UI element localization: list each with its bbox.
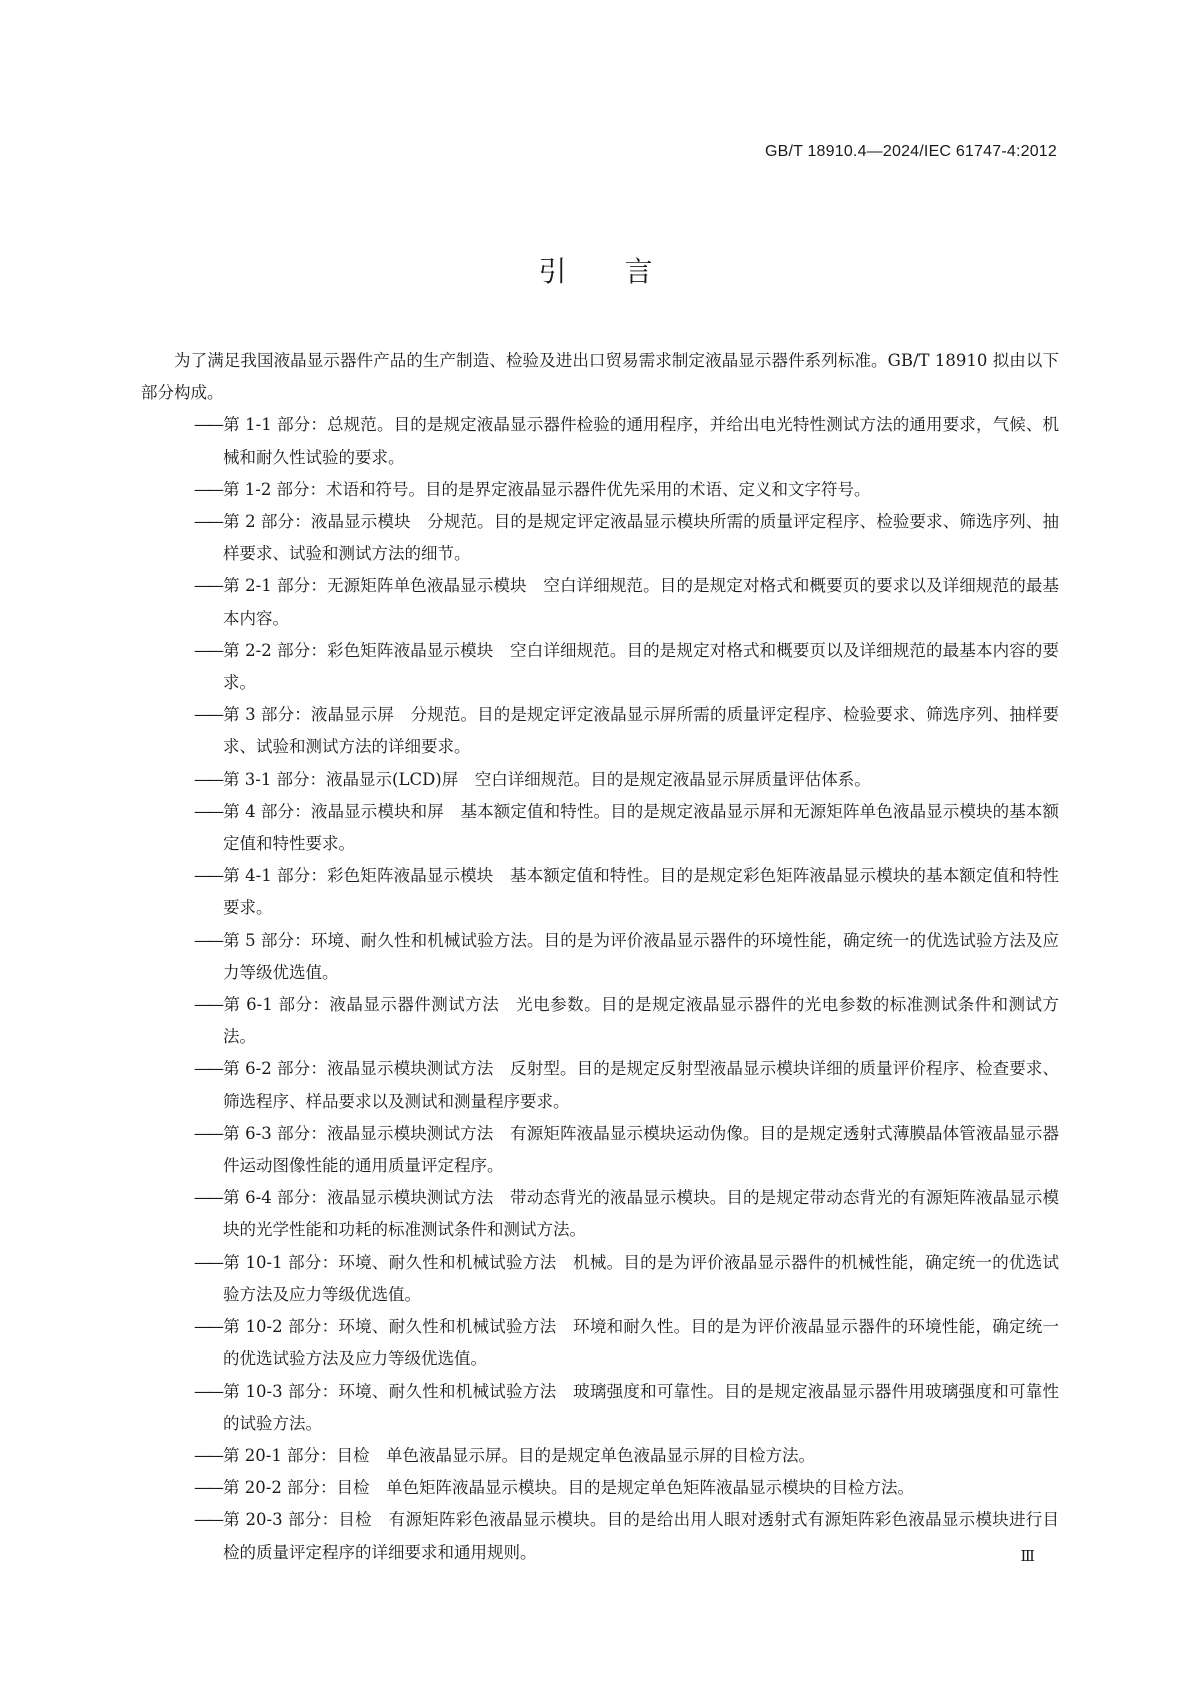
- part-item: [141, 570, 1059, 634]
- part-text: 第 4-1 部分：彩色矩阵液晶显示模块 基本额定值和特性。目的是规定彩色矩阵液晶显示模块的基本额定值和特性要求。: [223, 866, 1059, 918]
- dash-marker: ——: [194, 801, 221, 821]
- part-text: 第 10-1 部分：环境、耐久性和机械试验方法 机械。目的是为评价液晶显示器件的机械性能，确定统一的优选试验方法及应力等级优选值。: [223, 1252, 1059, 1304]
- dash-marker: ——: [194, 576, 221, 596]
- part-item: [141, 1472, 1059, 1504]
- dash-marker: ——: [194, 640, 221, 660]
- parts-list: [141, 409, 1059, 1568]
- part-text: 第 2-1 部分：无源矩阵单色液晶显示模块 空白详细规范。目的是规定对格式和概要页的要求以及详细规范的最基本内容。: [223, 576, 1059, 628]
- part-text: 第 3-1 部分：液晶显示(LCD)屏 空白详细规范。目的是规定液晶显示屏质量评估体系。: [223, 769, 871, 789]
- part-item: [141, 796, 1059, 860]
- dash-marker: ——: [194, 930, 221, 950]
- part-text: 第 5 部分：环境、耐久性和机械试验方法。目的是为评价液晶显示器件的环境性能，确定统一的优选试验方法及应力等级优选值。: [223, 930, 1059, 982]
- part-item: [141, 1376, 1059, 1440]
- part-text: 第 1-1 部分：总规范。目的是规定液晶显示器件检验的通用程序，并给出电光特性测试方法的通用要求，气候、机械和耐久性试验的要求。: [223, 415, 1059, 467]
- part-text: 第 3 部分：液晶显示屏 分规范。目的是规定评定液晶显示屏所需的质量评定程序、检验要求、筛选序列、抽样要求、试验和测试方法的详细要求。: [223, 705, 1059, 757]
- dash-marker: ——: [194, 1252, 221, 1272]
- dash-marker: ——: [194, 866, 221, 886]
- part-text: 第 4 部分：液晶显示模块和屏 基本额定值和特性。目的是规定液晶显示屏和无源矩阵单色液晶显示模块的基本额定值和特性要求。: [223, 801, 1059, 854]
- intro-paragraph: 为了满足我国液晶显示器件产品的生产制造、检验及进出口贸易需求制定液晶显示器件系列标准。GB/T 18910 拟由以下部分构成。: [141, 351, 1059, 403]
- dash-marker: ——: [194, 1478, 221, 1498]
- part-item: [141, 474, 1059, 506]
- part-text: 第 20-3 部分：目检 有源矩阵彩色液晶显示模块。目的是给出用人眼对透射式有源矩阵彩色液晶显示模块进行目检的质量评定程序的详细要求和通用规则。: [223, 1510, 1059, 1562]
- dash-marker: ——: [194, 705, 221, 725]
- part-text: 第 2-2 部分：彩色矩阵液晶显示模块 空白详细规范。目的是规定对格式和概要页以及详细规范的最基本内容的要求。: [223, 640, 1059, 693]
- page-title: 引言: [538, 255, 711, 288]
- dash-marker: ——: [194, 415, 221, 435]
- part-item: [141, 699, 1059, 763]
- part-item: [141, 1053, 1059, 1117]
- part-item: [141, 1247, 1059, 1311]
- part-item: [141, 1440, 1059, 1472]
- dash-marker: ——: [194, 1445, 221, 1465]
- part-text: 第 10-2 部分：环境、耐久性和机械试验方法 环境和耐久性。目的是为评价液晶显示器件的环境性能，确定统一的优选试验方法及应力等级优选值。: [223, 1317, 1059, 1369]
- dash-marker: ——: [194, 479, 221, 499]
- dash-marker: ——: [194, 512, 221, 532]
- part-item: [141, 409, 1059, 473]
- part-text: 第 10-3 部分：环境、耐久性和机械试验方法 玻璃强度和可靠性。目的是规定液晶显示器件用玻璃强度和可靠性的试验方法。: [223, 1381, 1059, 1433]
- dash-marker: ——: [194, 769, 221, 789]
- part-item: [141, 860, 1059, 924]
- part-item: [141, 635, 1059, 699]
- part-text: 第 6-4 部分：液晶显示模块测试方法 带动态背光的液晶显示模块。目的是规定带动态背光的有源矩阵液晶显示模块的光学性能和功耗的标准测试条件和测试方法。: [223, 1188, 1059, 1240]
- dash-marker: ——: [194, 1381, 221, 1401]
- dash-marker: ——: [194, 1188, 221, 1208]
- dash-marker: ——: [194, 1059, 221, 1079]
- part-item: [141, 925, 1059, 989]
- part-item: [141, 506, 1059, 570]
- dash-marker: ——: [194, 995, 221, 1015]
- part-item: [141, 764, 1059, 796]
- standard-code-header: GB/T 18910.4—2024/IEC 61747-4:2012: [764, 143, 1057, 160]
- part-item: [141, 1504, 1059, 1568]
- part-text: 第 1-2 部分：术语和符号。目的是界定液晶显示器件优先采用的术语、定义和文字符号。: [223, 479, 871, 499]
- part-text: 第 6-3 部分：液晶显示模块测试方法 有源矩阵液晶显示模块运动伪像。目的是规定透射式薄膜晶体管液晶显示器件运动图像性能的通用质量评定程序。: [223, 1123, 1059, 1176]
- part-item: [141, 1311, 1059, 1375]
- dash-marker: ——: [194, 1123, 221, 1143]
- part-text: 第 20-2 部分：目检 单色矩阵液晶显示模块。目的是规定单色矩阵液晶显示模块的目检方法。: [223, 1478, 915, 1498]
- part-item: [141, 1182, 1059, 1246]
- part-text: 第 2 部分：液晶显示模块 分规范。目的是规定评定液晶显示模块所需的质量评定程序、检验要求、筛选序列、抽样要求、试验和测试方法的细节。: [223, 512, 1059, 564]
- part-item: [141, 989, 1059, 1053]
- dash-marker: ——: [194, 1317, 221, 1337]
- part-text: 第 6-2 部分：液晶显示模块测试方法 反射型。目的是规定反射型液晶显示模块详细的质量评价程序、检查要求、筛选程序、样品要求以及测试和测量程序要求。: [223, 1059, 1059, 1111]
- page-number: Ⅲ: [1020, 1549, 1035, 1565]
- part-text: 第 20-1 部分：目检 单色液晶显示屏。目的是规定单色液晶显示屏的目检方法。: [223, 1445, 816, 1465]
- part-text: 第 6-1 部分：液晶显示器件测试方法 光电参数。目的是规定液晶显示器件的光电参数的标准测试条件和测试方法。: [223, 995, 1059, 1047]
- dash-marker: ——: [194, 1510, 221, 1530]
- document-body: [141, 345, 1059, 1569]
- part-item: [141, 1118, 1059, 1182]
